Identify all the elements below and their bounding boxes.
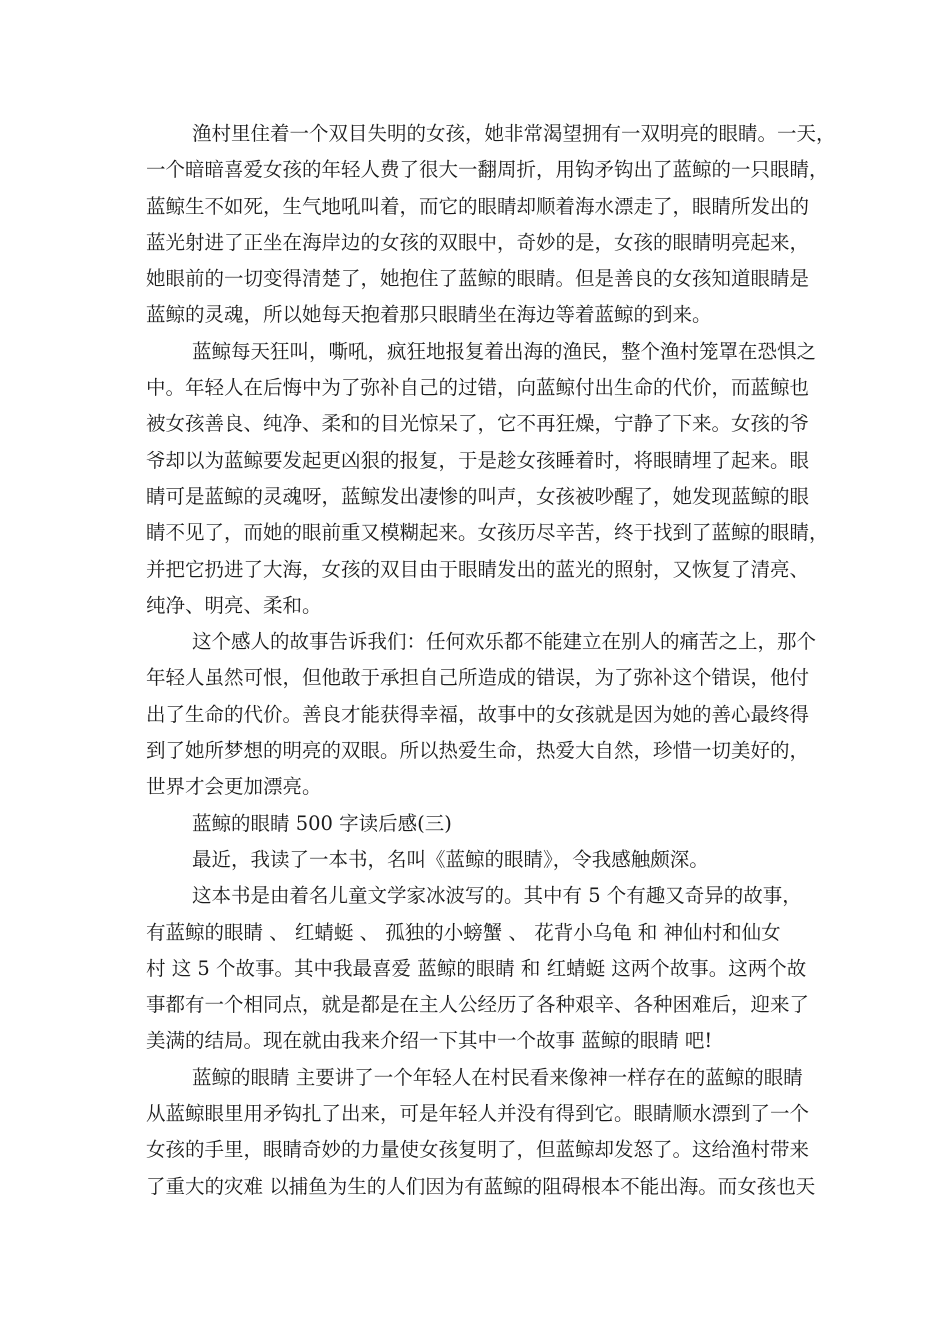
text-line: 有蓝鲸的眼睛 、 红蜻蜓 、 孤独的小螃蟹 、 花背小乌龟 和 神仙村和仙女 (146, 920, 781, 944)
text-line: 睛可是蓝鲸的灵魂呀，蓝鲸发出凄惨的叫声，女孩被吵醒了，她发现蓝鲸的眼 (146, 484, 810, 508)
text-line: 蓝光射进了正坐在海岸边的女孩的双眼中，奇妙的是，女孩的眼睛明亮起来， (146, 230, 810, 254)
text-line: 了重大的灾难 以捕鱼为生的人们因为有蓝鲸的阻碍根本不能出海。而女孩也天 (146, 1174, 816, 1198)
text-line: 事都有一个相同点，就是都是在主人公经历了各种艰辛、各种困难后，迎来了 (146, 993, 810, 1017)
text-line: 蓝鲸的灵魂，所以她每天抱着那只眼睛坐在海边等着蓝鲸的到来。 (146, 303, 712, 327)
text-line: 爷却以为蓝鲸要发起更凶狠的报复，于是趁女孩睡着时，将眼睛埋了起来。眼 (146, 448, 810, 472)
text-line: 蓝鲸生不如死，生气地吼叫着，而它的眼睛却顺着海水漂走了，眼睛所发出的 (146, 194, 810, 218)
text-line: 到了她所梦想的明亮的双眼。所以热爱生命，热爱大自然，珍惜一切美好的， (146, 739, 810, 763)
text-line: 从蓝鲸眼里用矛钩扎了出来，可是年轻人并没有得到它。眼睛顺水漂到了一个 (146, 1102, 810, 1126)
text-line: 女孩的手里，眼睛奇妙的力量使女孩复明了，但蓝鲸却发怒了。这给渔村带来 (146, 1138, 810, 1162)
text-line: 她眼前的一切变得清楚了，她抱住了蓝鲸的眼睛。但是善良的女孩知道眼睛是 (146, 267, 810, 291)
text-line: 一个暗暗喜爱女孩的年轻人费了很大一翻周折，用钩矛钩出了蓝鲸的一只眼睛， (146, 158, 829, 182)
text-line: 中。年轻人在后悔中为了弥补自己的过错，向蓝鲸付出生命的代价，而蓝鲸也 (146, 376, 810, 400)
text-line: 这本书是由着名儿童文学家冰波写的。其中有 5 个有趣又奇异的故事， (192, 884, 802, 908)
text-line: 蓝鲸每天狂叫，嘶吼，疯狂地报复着出海的渔民，整个渔村笼罩在恐惧之 (192, 339, 817, 363)
text-line: 美满的结局。现在就由我来介绍一下其中一个故事 蓝鲸的眼睛 吧! (146, 1029, 713, 1053)
document-body (146, 116, 836, 1205)
text-line: 并把它扔进了大海，女孩的双目由于眼睛发出的蓝光的照射，又恢复了清亮、 (146, 557, 810, 581)
text-line: 最近，我读了一本书，名叫《蓝鲸的眼睛》，令我感触颇深。 (192, 847, 709, 871)
text-line: 村 这 5 个故事。其中我最喜爱 蓝鲸的眼睛 和 红蜻蜓 这两个故事。这两个故 (146, 956, 807, 980)
text-line: 年轻人虽然可恨，但他敢于承担自己所造成的错误，为了弥补这个错误，他付 (146, 666, 810, 690)
text-line: 蓝鲸的眼睛 500 字读后感(三) (192, 811, 452, 835)
text-line: 这个感人的故事告诉我们：任何欢乐都不能建立在别人的痛苦之上，那个 (192, 630, 817, 654)
text-line: 世界才会更加漂亮。 (146, 775, 322, 799)
text-line: 蓝鲸的眼睛 主要讲了一个年轻人在村民看来像神一样存在的蓝鲸的眼睛 (192, 1065, 803, 1089)
text-line: 渔村里住着一个双目失明的女孩，她非常渴望拥有一双明亮的眼睛。一天， (192, 122, 836, 145)
text-line: 睛不见了，而她的眼前重又模糊起来。女孩历尽辛苦，终于找到了蓝鲸的眼睛， (146, 521, 829, 545)
text-line: 纯净、明亮、柔和。 (146, 593, 322, 617)
text-line: 出了生命的代价。善良才能获得幸福，故事中的女孩就是因为她的善心最终得 (146, 702, 810, 726)
text-line: 被女孩善良、纯净、柔和的目光惊呆了，它不再狂燥，宁静了下来。女孩的爷 (146, 412, 810, 436)
